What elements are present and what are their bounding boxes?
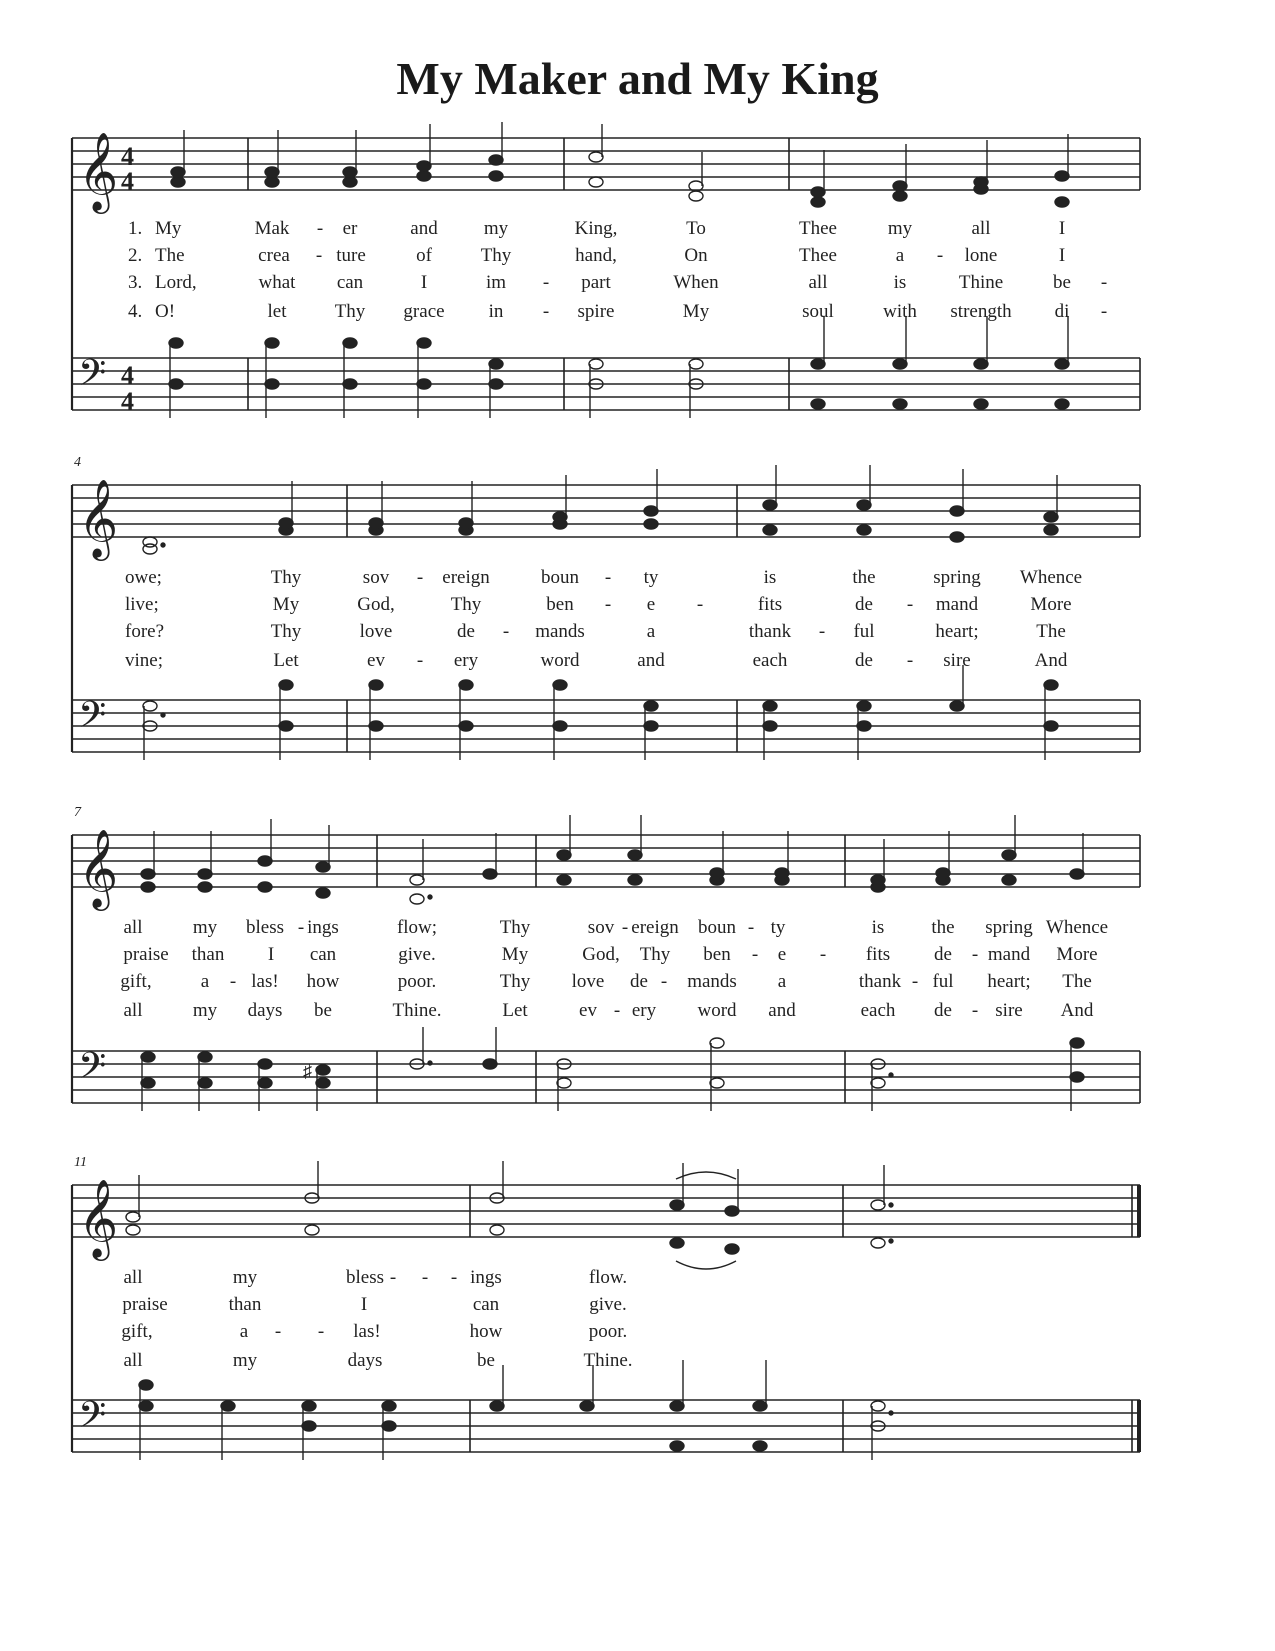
lyric-syllable: - — [274, 1321, 282, 1342]
lyric-syllable: When — [673, 272, 719, 293]
lyric-syllable: grace — [403, 301, 445, 322]
svg-text:𝄢: 𝄢 — [78, 352, 107, 403]
lyric-syllable: - — [604, 594, 612, 615]
lyric-syllable: - — [911, 971, 919, 992]
lyric-syllable: I — [267, 944, 275, 965]
lyric-syllable: Let — [273, 650, 299, 671]
lyric-syllable: praise — [123, 944, 169, 965]
lyric-syllable: a — [777, 971, 787, 992]
lyric-syllable: can — [309, 944, 337, 965]
lyric-syllable: ev — [367, 650, 385, 671]
lyric-syllable: de — [934, 1000, 952, 1021]
system-4 — [0, 1155, 1275, 1465]
lyric-syllable: lone — [964, 245, 998, 266]
lyric-syllable: - — [502, 621, 510, 642]
lyric-syllable: My — [155, 218, 182, 239]
lyric-syllable: de — [457, 621, 475, 642]
lyric-syllable: flow. — [588, 1267, 628, 1288]
lyric-syllable: let — [267, 301, 287, 322]
lyric-syllable: Thine. — [392, 1000, 442, 1021]
lyric-syllable: ful — [932, 971, 954, 992]
lyric-syllable: - — [604, 567, 612, 588]
lyric-syllable: de — [630, 971, 648, 992]
lyric-syllable: can — [472, 1294, 500, 1315]
lyric-syllable: a — [200, 971, 210, 992]
lyric-syllable: Thy — [499, 917, 531, 938]
lyric-syllable: sov — [362, 567, 390, 588]
lyric-syllable: gift, — [121, 1321, 153, 1342]
lyric-syllable: mand — [987, 944, 1031, 965]
lyric-syllable: ery — [453, 650, 479, 671]
lyric-syllable: boun — [698, 917, 736, 938]
lyric-syllable: live; — [125, 594, 159, 615]
lyric-syllable: de — [934, 944, 952, 965]
lyric-syllable: - — [315, 245, 323, 266]
lyric-syllable: And — [1060, 1000, 1094, 1021]
lyric-syllable: bless — [246, 917, 284, 938]
lyric-syllable: de — [855, 650, 873, 671]
staff-graphics — [0, 120, 1275, 420]
svg-text:𝄢: 𝄢 — [78, 1394, 107, 1445]
lyric-syllable: I — [420, 272, 428, 293]
lyric-syllable: Thee — [799, 218, 837, 239]
lyric-syllable: er — [342, 218, 358, 239]
lyric-syllable: vine; — [125, 650, 163, 671]
svg-text:4: 4 — [121, 142, 134, 171]
lyric-syllable: my — [232, 1267, 258, 1288]
lyric-syllable: word — [540, 650, 580, 671]
lyric-syllable: - — [906, 650, 914, 671]
hymn-title: My Maker and My King — [396, 53, 879, 104]
lyric-syllable: - — [906, 594, 914, 615]
lyric-syllable: - — [421, 1267, 429, 1288]
lyric-syllable: e — [646, 594, 656, 615]
lyric-syllable: Whence — [1045, 917, 1109, 938]
lyric-syllable: Whence — [1019, 567, 1083, 588]
svg-text:4: 4 — [121, 387, 134, 416]
lyric-syllable: a — [646, 621, 656, 642]
lyric-syllable: all — [123, 1267, 143, 1288]
lyric-syllable: ings — [307, 917, 339, 938]
lyric-syllable: with — [883, 301, 917, 322]
lyric-syllable: - — [936, 245, 944, 266]
lyric-syllable: - — [660, 971, 668, 992]
lyric-syllable: The — [1062, 971, 1092, 992]
lyric-syllable: is — [871, 917, 885, 938]
lyric-syllable: Thy — [270, 621, 302, 642]
lyric-syllable: To — [686, 218, 706, 239]
lyric-syllable: part — [581, 272, 611, 293]
lyric-syllable: gift, — [120, 971, 152, 992]
lyric-syllable: be — [1053, 272, 1071, 293]
measure-number: 11 — [74, 1155, 87, 1170]
lyric-syllable: and — [637, 650, 665, 671]
lyric-syllable: My — [272, 594, 300, 615]
lyric-syllable: Thine. — [583, 1350, 633, 1371]
lyric-syllable: Thy — [270, 567, 302, 588]
lyric-syllable: ereign — [442, 567, 490, 588]
lyric-syllable: King, — [574, 218, 618, 239]
measure-number: 4 — [74, 455, 81, 470]
lyric-syllable: ben — [703, 944, 731, 965]
lyric-syllable: each — [752, 650, 788, 671]
lyric-syllable: Thy — [450, 594, 482, 615]
lyric-syllable: - — [229, 971, 237, 992]
lyric-syllable: strength — [950, 301, 1012, 322]
svg-text:𝄞: 𝄞 — [78, 132, 119, 211]
lyric-syllable: - — [1100, 301, 1108, 322]
lyric-syllable: - — [317, 1321, 325, 1342]
lyric-syllable: las! — [251, 971, 279, 992]
lyric-syllable: sire — [995, 1000, 1023, 1021]
lyric-syllable: - — [389, 1267, 397, 1288]
lyric-syllable: - — [450, 1267, 458, 1288]
lyric-syllable: I — [360, 1294, 368, 1315]
lyric-syllable: Let — [502, 1000, 528, 1021]
lyric-syllable: - — [316, 218, 324, 239]
lyric-syllable: ben — [546, 594, 574, 615]
lyric-syllable: word — [697, 1000, 737, 1021]
lyric-syllable: be — [477, 1350, 495, 1371]
lyric-syllable: hand, — [575, 245, 617, 266]
lyric-syllable: More — [1030, 594, 1072, 615]
lyric-syllable: all — [123, 1350, 143, 1371]
lyric-syllable: is — [893, 272, 907, 293]
lyric-syllable: ery — [631, 1000, 657, 1021]
lyric-syllable: thank — [858, 971, 902, 992]
lyric-syllable: thank — [748, 621, 792, 642]
lyric-syllable: what — [258, 272, 296, 293]
svg-text:♯: ♯ — [303, 1061, 312, 1081]
lyric-syllable: - — [542, 272, 550, 293]
svg-text:𝄞: 𝄞 — [78, 479, 119, 558]
lyric-syllable: - — [751, 944, 759, 965]
lyric-syllable: than — [191, 944, 225, 965]
lyric-syllable: - — [696, 594, 704, 615]
lyric-syllable: - — [297, 917, 305, 938]
lyric-syllable: Thy — [480, 245, 512, 266]
lyric-syllable: God, — [357, 594, 395, 615]
lyric-syllable: - — [416, 650, 424, 671]
lyric-syllable: praise — [122, 1294, 168, 1315]
svg-text:4: 4 — [121, 167, 134, 196]
lyric-syllable: days — [247, 1000, 283, 1021]
staff-graphics — [0, 455, 1275, 765]
measure-number: 7 — [74, 805, 81, 820]
lyric-syllable: than — [228, 1294, 262, 1315]
system-3 — [0, 805, 1275, 1115]
lyric-syllable: crea — [258, 245, 290, 266]
lyric-syllable: fits — [865, 944, 891, 965]
lyric-syllable: soul — [802, 301, 834, 322]
lyric-syllable: ty — [770, 917, 786, 938]
lyric-syllable: I — [1058, 245, 1066, 266]
verse-number-3: 3. — [128, 272, 143, 293]
lyric-syllable: flow; — [396, 917, 438, 938]
lyric-syllable: My — [501, 944, 529, 965]
lyric-syllable: a — [895, 245, 905, 266]
lyric-syllable: ty — [643, 567, 659, 588]
lyric-syllable: give. — [398, 944, 436, 965]
lyric-syllable: and — [410, 218, 438, 239]
lyric-syllable: - — [971, 1000, 979, 1021]
lyric-syllable: how — [469, 1321, 503, 1342]
lyric-syllable: Thy — [334, 301, 366, 322]
svg-text:𝄢: 𝄢 — [78, 694, 107, 745]
lyric-syllable: all — [971, 218, 991, 239]
lyric-syllable: ereign — [631, 917, 679, 938]
lyric-syllable: di — [1054, 301, 1070, 322]
lyric-syllable: I — [1058, 218, 1066, 239]
lyric-syllable: - — [416, 567, 424, 588]
lyric-syllable: On — [684, 245, 708, 266]
svg-text:𝄢: 𝄢 — [78, 1045, 107, 1096]
lyric-syllable: love — [571, 971, 605, 992]
lyric-syllable: my — [232, 1350, 258, 1371]
verse-number-4: 4. — [128, 301, 143, 322]
lyric-syllable: be — [314, 1000, 332, 1021]
lyric-syllable: spring — [985, 917, 1033, 938]
lyric-syllable: sire — [943, 650, 971, 671]
lyric-syllable: The — [1036, 621, 1066, 642]
lyric-syllable: sov — [587, 917, 615, 938]
lyric-syllable: spring — [933, 567, 981, 588]
lyric-syllable: Thine — [958, 272, 1004, 293]
lyric-syllable: - — [621, 917, 629, 938]
verse-number-2: 2. — [128, 245, 143, 266]
system-2 — [0, 455, 1275, 765]
lyric-syllable: - — [818, 621, 826, 642]
lyric-syllable: heart; — [987, 971, 1031, 992]
lyric-syllable: e — [777, 944, 787, 965]
lyric-syllable: ev — [579, 1000, 597, 1021]
lyric-syllable: spire — [577, 301, 615, 322]
lyric-syllable: mands — [687, 971, 737, 992]
lyric-syllable: is — [763, 567, 777, 588]
lyric-syllable: of — [416, 245, 432, 266]
lyric-syllable: My — [682, 301, 710, 322]
lyric-syllable: - — [1100, 272, 1108, 293]
lyric-syllable: Mak — [254, 218, 290, 239]
lyric-syllable: heart; — [935, 621, 979, 642]
lyric-syllable: las! — [353, 1321, 381, 1342]
staff-graphics — [0, 1155, 1275, 1465]
lyric-syllable: Lord, — [155, 272, 197, 293]
lyric-syllable: God, — [582, 944, 620, 965]
svg-text:𝄞: 𝄞 — [78, 829, 119, 908]
lyric-syllable: ings — [470, 1267, 502, 1288]
lyric-syllable: And — [1034, 650, 1068, 671]
lyric-syllable: de — [855, 594, 873, 615]
lyric-syllable: each — [860, 1000, 896, 1021]
svg-text:𝄞: 𝄞 — [78, 1179, 119, 1258]
lyric-syllable: fits — [757, 594, 783, 615]
lyric-syllable: O! — [155, 301, 176, 322]
lyric-syllable: love — [359, 621, 393, 642]
lyric-syllable: Thee — [799, 245, 837, 266]
lyric-syllable: ture — [336, 245, 366, 266]
lyric-syllable: im — [485, 272, 507, 293]
lyric-syllable: how — [306, 971, 340, 992]
lyric-syllable: my — [887, 218, 913, 239]
lyric-syllable: - — [819, 944, 827, 965]
lyric-syllable: owe; — [125, 567, 162, 588]
lyric-syllable: the — [931, 917, 955, 938]
lyric-syllable: bless — [346, 1267, 384, 1288]
lyric-syllable: days — [347, 1350, 383, 1371]
verse-number-1: 1. — [128, 218, 143, 239]
lyric-syllable: boun — [541, 567, 579, 588]
lyric-syllable: mands — [535, 621, 585, 642]
lyric-syllable: mand — [935, 594, 979, 615]
lyric-syllable: a — [239, 1321, 249, 1342]
system-1 — [0, 120, 1275, 420]
lyric-syllable: poor. — [588, 1321, 628, 1342]
lyric-syllable: give. — [589, 1294, 627, 1315]
lyric-syllable: Thy — [639, 944, 671, 965]
lyric-syllable: my — [192, 917, 218, 938]
lyric-syllable: and — [768, 1000, 796, 1021]
lyric-syllable: - — [613, 1000, 621, 1021]
lyric-syllable: all — [123, 917, 143, 938]
lyric-syllable: - — [542, 301, 550, 322]
lyric-syllable: More — [1056, 944, 1098, 965]
lyric-syllable: Thy — [499, 971, 531, 992]
lyric-syllable: - — [747, 917, 755, 938]
lyric-syllable: poor. — [397, 971, 437, 992]
lyric-syllable: The — [155, 245, 185, 266]
lyric-syllable: - — [971, 944, 979, 965]
lyric-syllable: fore? — [125, 621, 165, 642]
lyric-syllable: all — [808, 272, 828, 293]
lyric-syllable: ful — [853, 621, 875, 642]
lyric-syllable: the — [852, 567, 876, 588]
lyric-syllable: all — [123, 1000, 143, 1021]
svg-text:4: 4 — [121, 361, 134, 390]
lyric-syllable: can — [336, 272, 364, 293]
lyric-syllable: my — [483, 218, 509, 239]
lyric-syllable: my — [192, 1000, 218, 1021]
lyric-syllable: in — [488, 301, 504, 322]
